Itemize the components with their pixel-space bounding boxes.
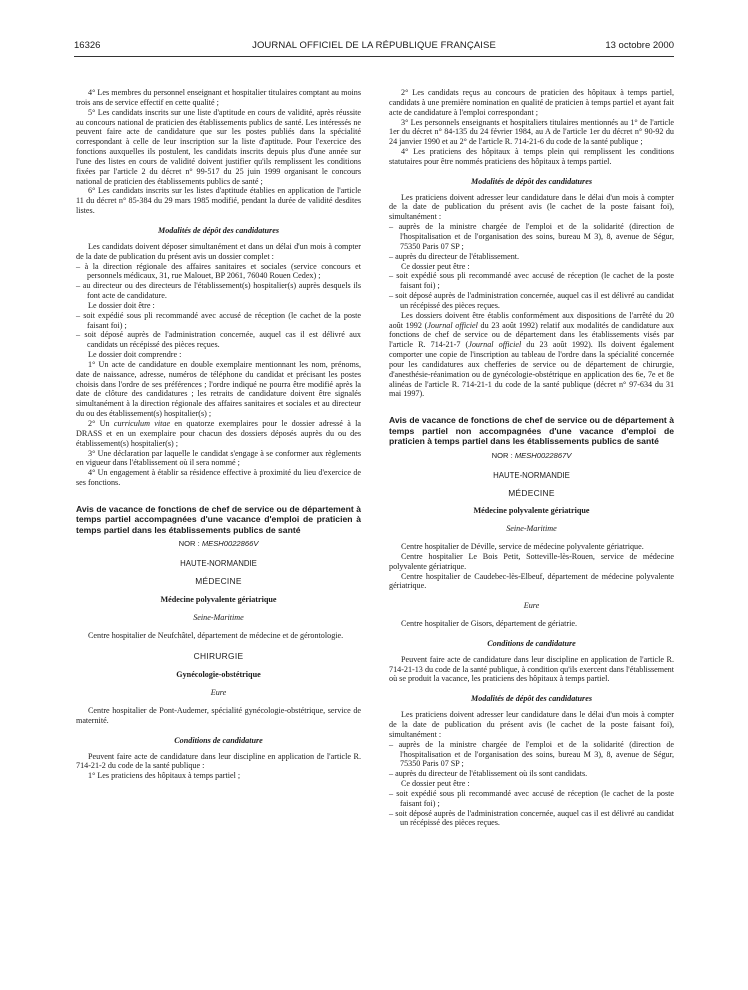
text: 2° Un — [88, 419, 114, 428]
paragraph: 2° Les candidats reçus au concours de praticien des hôpitaux à temps partiel, candidats à une première nomination en qualité de praticien à temps partiel et ayant fait acte de candidature à l'emploi correspondant ; — [389, 88, 674, 117]
paragraph: 4° Les membres du personnel enseignant et hospitalier titulaires comptant au moins trois ans de service effectif en cette qualité ; — [76, 88, 361, 107]
paragraph: 1° Un acte de candidature en double exemplaire mentionnant les nom, prénoms, date de naissance, adresse, numéros de téléphone du candidat et précisant les postes choisis dans l'ordre de ses préférences ; l'ordre indiqué ne pourra être modifié après la date de clôture des candidatures ; les retraits de candidature doivent être signalés simultanément à la direction régionale des affaires sanitaires et sociales et au directeur du ou des établissement(s) hospitalier(s) ; — [76, 359, 361, 419]
emphasis: Journal officiel — [427, 320, 478, 330]
list-item: – auprès du directeur de l'établissement. — [389, 251, 520, 261]
list-item: – auprès du directeur de l'établissement où ils sont candidats. — [389, 769, 588, 779]
region-heading: HAUTE-NORMANDIE — [180, 559, 257, 569]
list-item: – soit expédié sous pli recommandé avec accusé de réception (le cachet de la poste faisant foi) ; — [389, 271, 674, 291]
header-rule — [74, 56, 674, 57]
nor-reference — [389, 451, 674, 461]
specialty-heading: MÉDECINE — [508, 487, 555, 498]
list-item: – soit déposé auprès de l'administration concernée, auquel cas il est délivré aux candidats un récépissé des pièces reçues. — [76, 330, 361, 350]
paragraph: Peuvent faire acte de candidature dans leur discipline en application de l'article R. 714-21-2 du code de la santé publique : — [76, 751, 361, 771]
department-heading: Eure — [523, 601, 540, 611]
hospital-entry: Centre hospitalier de Caudebec-lès-Elbeuf, département de médecine polyvalente gériatrique. — [389, 571, 674, 591]
emphasis: Journal officiel — [468, 340, 522, 350]
list-item: – soit expédié sous pli recommandé avec accusé de réception (le cachet de la poste faisant foi) ; — [76, 310, 361, 330]
paragraph: 5° Les candidats inscrits sur une liste d'aptitude en cours de validité, après réussite au concours national de praticien des établissements publics de santé. Les intéressés ne peuvent faire acte de candidature que sur les postes publiés dans la spécialité correspondant à celle de leur inscription sur la liste d'aptitude. Pour l'exercice des fonctions auxquelles ils postulent, les candidats inscrits depuis plus d'une année sur l'une des listes en cours de validité doivent justifier qu'ils remplissent les conditions fixées par l'article 2 du décret n° 99-517 du 25 juin 1999 organisant le concours national de praticien des établissements publics de santé ; — [76, 107, 361, 186]
section-heading: Modalités de dépôt des candidatures — [471, 694, 592, 704]
paragraph: Ce dossier peut être : — [401, 779, 470, 789]
text: Les dossiers doivent être établis conformément aux dispositions de l'arrêté du 20 août 1992 ( — [389, 310, 674, 330]
right-column — [389, 88, 674, 828]
paragraph: Peuvent faire acte de candidature dans leur discipline en application de l'article R. 714-21-13 du code de la santé publique, à condition qu'ils exercent dans l'établissement où se produit la vacance, les praticiens des hôpitaux à temps partiel. — [389, 654, 674, 684]
subspecialty-heading: Médecine polyvalente gériatrique — [473, 506, 590, 516]
journal-title: JOURNAL OFFICIEL DE LA RÉPUBLIQUE FRANÇAISE — [252, 40, 496, 51]
section-heading: Modalités de dépôt des candidatures — [471, 176, 592, 186]
region-heading: HAUTE-NORMANDIE — [493, 470, 570, 480]
notice-title: Avis de vacance de fonctions de chef de service ou de département à temps partiel accompagnées d'une vacance d'emploi de praticien à temps partiel dans les établissements publics de santé — [76, 503, 361, 535]
paragraph: 6° Les candidats inscrits sur les listes d'aptitude établies en application de l'article 11 du décret n° 85-384 du 29 mars 1985 modifié, pendant la durée de validité desdites listes. — [76, 186, 361, 216]
section-heading: Conditions de candidature — [174, 735, 263, 745]
nor-label: NOR : — [491, 450, 515, 460]
nor-reference — [76, 539, 361, 549]
paragraph: 4° Un engagement à établir sa résidence effective à proximité du lieu d'exercice de ses fonctions. — [76, 468, 361, 488]
subspecialty-heading: Gynécologie-obstétrique — [176, 670, 261, 680]
page-header — [74, 40, 674, 54]
specialty-heading: MÉDECINE — [195, 576, 242, 587]
text: du 23 août 1992) relatif aux modalités de candidature aux fonctions de chef de service ou de département dans les établissements visés par l'article R. 714-21-7 ( — [389, 320, 674, 350]
list-item: – auprès de la ministre chargée de l'emploi et de la solidarité (direction de l'hospitalisation et de l'organisation des soins, bureau M 3), 8, avenue de Ségur, 75350 Paris 07 SP ; — [389, 222, 674, 251]
list-item: – soit expédié sous pli recommandé avec accusé de réception (le cachet de la poste faisant foi) ; — [389, 788, 674, 808]
list-item: – auprès de la ministre chargée de l'emploi et de la solidarité (direction de l'hospitalisation et de l'organisation des soins, bureau M 3), 8, avenue de Ségur, 75350 Paris 07 SP ; — [389, 739, 674, 769]
paragraph — [389, 311, 674, 400]
paragraph: 3° Les personnels enseignants et hospitaliers titulaires mentionnés au 1° de l'article 1er du décret n° 84-135 du 24 février 1984, au A de l'article 1er du décret n° 90-92 du 24 janvier 1990 et au 2° de l'article R. 714-21-6 du code de la santé publique ; — [389, 117, 674, 147]
paragraph: 1° Les praticiens des hôpitaux à temps partiel ; — [88, 771, 241, 781]
list-item: – soit déposé auprès de l'administration concernée, auquel cas il est délivré au candidat un récépissé des pièces reçues. — [389, 808, 674, 828]
emphasis: curriculum vitae — [113, 419, 171, 428]
paragraph: 4° Les praticiens des hôpitaux à temps plein qui remplissent les conditions statutaires pour être nommés praticiens des hôpitaux à temps partiel. — [389, 147, 674, 166]
paragraph: Les praticiens doivent adresser leur candidature dans le délai d'un mois à compter de la date de publication du présent avis (le cachet de la poste faisant foi), simultanément : — [389, 192, 674, 222]
section-heading: Modalités de dépôt des candidatures — [158, 225, 279, 235]
issue-date: 13 octobre 2000 — [605, 40, 674, 51]
nor-code: MESH0022866V — [201, 539, 259, 549]
hospital-entry: Centre hospitalier Le Bois Petit, Sotteville-lès-Rouen, service de médecine polyvalente gériatrique. — [389, 551, 674, 571]
subspecialty-heading: Médecine polyvalente gériatrique — [160, 594, 277, 604]
list-item: – au directeur ou des directeurs de l'établissement(s) hospitalier(s) auprès desquels ils font acte de candidature. — [76, 281, 361, 301]
specialty-heading: CHIRURGIE — [193, 651, 244, 662]
hospital-entry: Centre hospitalier de Neufchâtel, département de médecine et de gérontologie. — [88, 630, 344, 640]
section-heading: Conditions de candidature — [487, 638, 576, 648]
list-item: – soit déposé auprès de l'administration concernée, auquel cas il est délivré au candidat un récépissé des pièces reçues. — [389, 291, 674, 310]
department-heading: Eure — [210, 688, 227, 698]
paragraph: Les candidats doivent déposer simultanément et dans un délai d'un mois à compter de la date de publication du présent avis un dossier complet : — [76, 241, 361, 261]
nor-code: MESH0022867V — [514, 450, 572, 460]
paragraph: 3° Une déclaration par laquelle le candidat s'engage à se conformer aux règlements en vigueur dans l'établissement où il sera nommé ; — [76, 448, 361, 468]
hospital-entry: Centre hospitalier de Déville, service de médecine polyvalente gériatrique. — [401, 542, 644, 552]
paragraph: Le dossier doit comprendre : — [88, 350, 182, 360]
hospital-entry: Centre hospitalier de Pont-Audemer, spécialité gynécologie-obstétrique, service de maternité. — [76, 706, 361, 725]
department-heading: Seine-Maritime — [506, 524, 557, 534]
left-column — [76, 88, 361, 781]
hospital-entry: Centre hospitalier de Gisors, département de gériatrie. — [401, 619, 577, 629]
paragraph: Le dossier doit être : — [88, 300, 155, 310]
list-item: – à la direction régionale des affaires sanitaires et sociales (service concours et personnels médicaux, 31, rue Malouet, BP 2061, 76040 Rouen Cedex) ; — [76, 261, 361, 281]
nor-label: NOR : — [178, 539, 202, 549]
paragraph: Les praticiens doivent adresser leur candidature dans le délai d'un mois à compter de la date de publication du présent avis (le cachet de la poste faisant foi), simultanément : — [389, 710, 674, 739]
text: en quatorze exemplaires pour le dossier adressé à la DRASS et en un exemplaire pour chacun des dossiers déposés auprès du ou des établissement(s) hospitalier(s) ; — [76, 419, 361, 448]
department-heading: Seine-Maritime — [193, 612, 244, 622]
paragraph — [76, 419, 361, 449]
page-number: 16326 — [74, 40, 101, 51]
notice-title: Avis de vacance de fonctions de chef de service ou de département à temps partiel non accompagnées d'une vacance d'emploi de praticien à temps partiel dans les établissements publics de santé — [389, 415, 674, 447]
text: du 23 août 1992). Ils doivent également comporter une copie de l'inscription au tableau de l'ordre dans la spécialité concernée pour les candidatures aux chefferies de service ou de département de chirurgie, d'anesthésie-réanimation ou de gynécologie-obstétrique en application des 6e, 7e et 8e alinéas de l'article R. 714-21-1 du code de la santé publique (décret n° 97-634 du 31 mai 1997). — [389, 340, 674, 399]
paragraph: Ce dossier peut être : — [401, 261, 470, 271]
